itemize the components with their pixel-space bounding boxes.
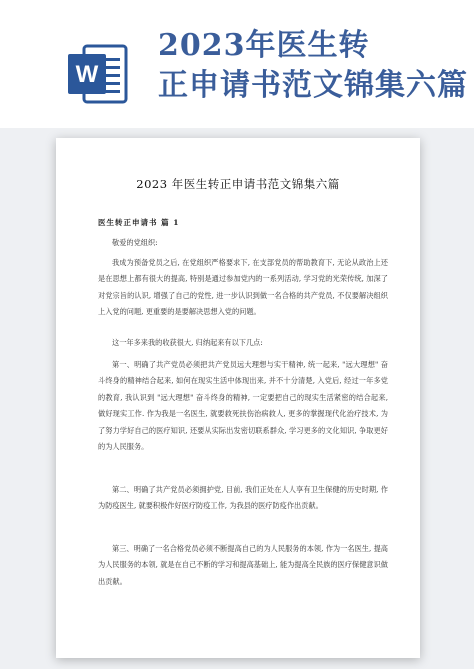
section-heading: 医生转正申请书 篇 1 xyxy=(98,218,180,227)
banner-title xyxy=(158,26,468,106)
paragraph-5: 第三、明确了一名合格党员必须不断提高自己的为人民服务的本领, 作为一名医生, 提高为人民服务的本领, 就是在自己不断的学习和提高基础上, 能为提高全民族的医疗保健意识做出贡献。 xyxy=(98,544,388,586)
paragraph-1: 我成为预备党员之后, 在党组织严格要求下, 在支部党员的帮助教育下, 无论从政治上还是在思想上都有很大的提高, 特别是通过参加党内的一系列活动, 学习党的光荣传统, 加深了对党宗旨的认识, 增强了自己的党性, 进一步认识到做一名合格的共产党员, 不仅要解决组织上入党的问题, 更重要的是要解决思想入党的问题。 xyxy=(98,258,388,317)
banner-title-line1: 2023年医生转 xyxy=(158,28,370,63)
document-page xyxy=(56,138,420,658)
word-document-icon xyxy=(66,42,130,106)
salutation: 敬爱的党组织: xyxy=(112,238,158,247)
document-title: 2023 年医生转正申请书范文锦集六篇 xyxy=(136,177,340,191)
paragraph-3: 第一、明确了共产党员必须把共产党员远大理想与实干精神, 统一起来, "远大理想" 奋斗终身的精神结合起来, 如何在现实生活中体现出来, 并不十分清楚, 入党后, 经过一年多党的教育, 我认识到 "远大理想" 奋斗终身的精神, 一定要把自己的现实生活紧密的结合起来, 做好现实工作. 作为我是一名医生, 就要救死扶伤治病救人, 更多的掌握现代化治疗技术, 为了努力学好自己的医疗知识, 还要从实际出发密切联系群众, 学习更多的文化知识, 争取更好的为人民服务。 xyxy=(98,360,388,452)
banner xyxy=(0,0,474,128)
paragraph-4: 第二、明确了共产党员必须拥护党, 目前, 我们正处在人人享有卫生保健的历史时期, 作为防疫医生, 就要积极作好医疗防疫工作, 为我县的医疗防疫作出贡献。 xyxy=(98,485,388,511)
word-icon-letter: W xyxy=(75,61,99,88)
banner-title-line2: 正申请书范文锦集六篇 xyxy=(158,68,468,103)
paragraph-2: 这一年多来我的收获很大, 归纳起来有以下几点: xyxy=(112,338,263,347)
